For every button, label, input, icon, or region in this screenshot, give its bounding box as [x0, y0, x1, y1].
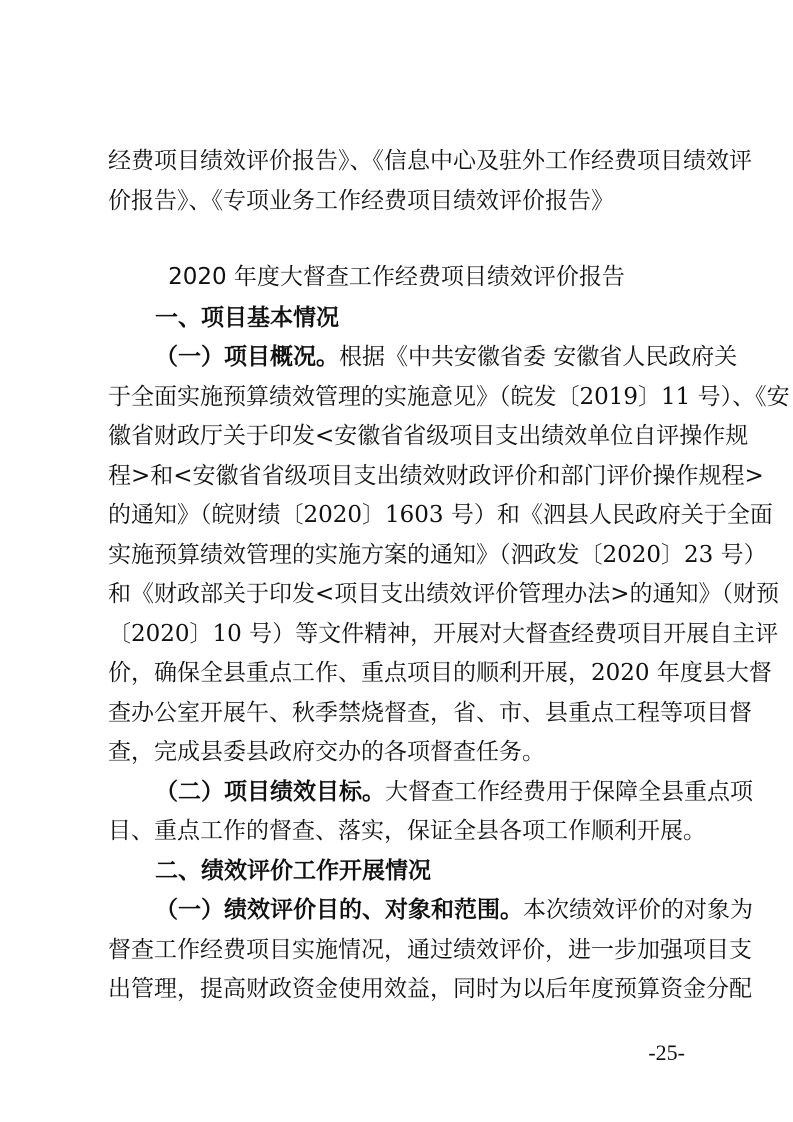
paragraph-line: 目、重点工作的督查、落实，保证全县各项工作顺利开展。: [108, 818, 706, 844]
section-1-heading: 一、项目基本情况: [155, 305, 339, 331]
paragraph-line: 的通知》（皖财绩〔2020〕1603 号）和《泗县人民政府关于全面: [108, 502, 773, 528]
paragraph-line: 于全面实施预算绩效管理的实施意见》（皖发〔2019〕11 号）、《安: [108, 384, 790, 410]
section-2-sub-1-label: （一）绩效评价目的、对象和范围。: [155, 897, 523, 923]
paragraph-line: 价，确保全县重点工作、重点项目的顺利开展，2020 年度县大督: [108, 660, 772, 686]
paragraph-line: 徽省财政厅关于印发<安徽省省级项目支出绩效单位自评操作规: [108, 423, 749, 449]
section-1-sub-1-text: 根据《中共安徽省委 安徽省人民政府关: [339, 344, 738, 370]
section-1-sub-2-line-1: [155, 777, 753, 807]
section-1-sub-1-label: （一）项目概况。: [155, 344, 339, 370]
paragraph-line: 查，完成县委县政府交办的各项督查任务。: [108, 739, 545, 765]
paragraph-line: 督查工作经费项目实施情况，通过绩效评价，进一步加强项目支: [108, 937, 752, 963]
continuation-line-2: 价报告》、《专项业务工作经费项目绩效评价报告》: [108, 188, 614, 214]
paragraph-line: 和《财政部关于印发<项目支出绩效评价管理办法>的通知》（财预: [108, 581, 780, 607]
page-number: -25-: [648, 1040, 685, 1065]
section-1-sub-1-line-1: [155, 342, 738, 372]
continuation-line-1: 经费项目绩效评价报告》、《信息中心及驻外工作经费项目绩效评: [108, 148, 752, 174]
section-1-sub-2-label: （二）项目绩效目标。: [155, 779, 385, 805]
paragraph-line: 〔2020〕10 号）等文件精神，开展对大督查经费项目开展自主评: [108, 621, 779, 647]
section-2-sub-1-line-1: [155, 895, 753, 925]
paragraph-line: 查办公室开展午、秋季禁烧督查，省、市、县重点工程等项目督: [108, 700, 752, 726]
section-2-heading: 二、绩效评价工作开展情况: [155, 858, 431, 884]
section-2-sub-1-text: 本次绩效评价的对象为: [523, 897, 753, 923]
paragraph-line: 出管理，提高财政资金使用效益，同时为以后年度预算资金分配: [108, 976, 752, 1002]
section-1-sub-2-text: 大督查工作经费用于保障全县重点项: [385, 779, 753, 805]
paragraph-line: 程>和<安徽省省级项目支出绩效财政评价和部门评价操作规程>: [108, 463, 764, 489]
report-title: 2020 年度大督查工作经费项目绩效评价报告: [168, 264, 625, 290]
paragraph-line: 实施预算绩效管理的实施方案的通知》（泗政发〔2020〕23 号）: [108, 542, 767, 568]
